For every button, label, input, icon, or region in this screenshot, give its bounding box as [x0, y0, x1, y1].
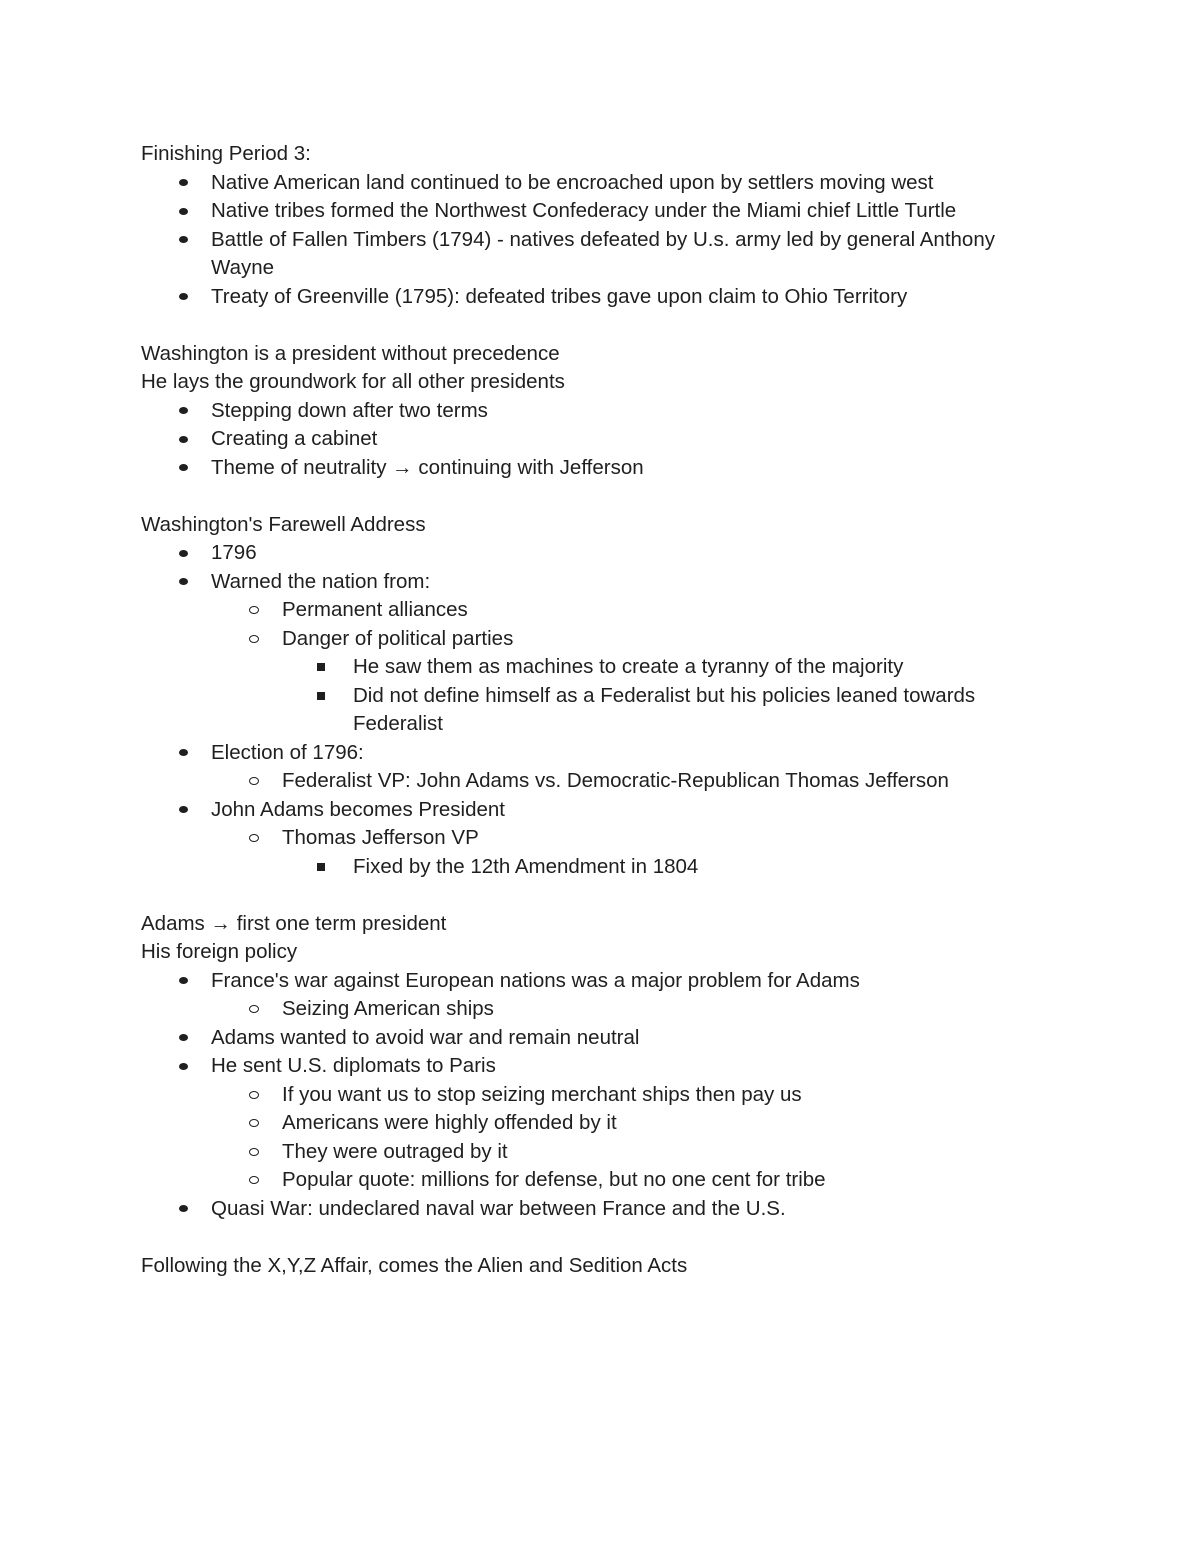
list-item [141, 1166, 1061, 1195]
list-item-text: Danger of political parties [282, 626, 514, 650]
list-item-text: Battle of Fallen Timbers (1794) - natives defeated by U.s. army led by general Anthony Wayne [211, 227, 995, 279]
list-item-text: Americans were highly offended by it [282, 1111, 617, 1134]
square-bullet-icon [317, 653, 325, 682]
list-item [141, 1024, 1061, 1053]
circle-bullet-icon [249, 596, 259, 625]
list-item [141, 824, 1061, 853]
circle-bullet-icon [249, 1138, 259, 1167]
bullet-list [141, 169, 1061, 312]
disc-bullet-icon [179, 967, 188, 996]
circle-bullet-icon [249, 1081, 259, 1110]
list-item [141, 197, 1061, 226]
list-item [141, 853, 1061, 882]
list-item-text: Election of 1796: [211, 740, 364, 764]
paragraph-gap [141, 881, 1061, 910]
circle-bullet-icon [249, 767, 259, 796]
list-item [141, 1195, 1061, 1224]
paragraph-line: Washington's Farewell Address [141, 512, 426, 536]
list-item-text: Native American land continued to be encroached upon by settlers moving west [211, 170, 934, 194]
disc-bullet-icon [179, 1024, 188, 1053]
list-item-text: Fixed by the 12th Amendment in 1804 [353, 854, 699, 878]
paragraph-line: Finishing Period 3: [141, 142, 311, 165]
circle-bullet-icon [249, 995, 259, 1024]
list-item [141, 682, 1061, 739]
list-item-text: Treaty of Greenville (1795): defeated tribes gave upon claim to Ohio Territory [211, 284, 908, 308]
list-item [141, 653, 1061, 682]
list-item [141, 539, 1061, 568]
paragraph-gap [141, 311, 1061, 340]
list-item-text: Did not define himself as a Federalist but his policies leaned towards Federalist [353, 683, 976, 735]
circle-bullet-icon [249, 1109, 259, 1138]
list-item-text: 1796 [211, 541, 257, 564]
square-bullet-icon [317, 853, 325, 882]
list-item [141, 169, 1061, 198]
paragraph-gap [141, 482, 1061, 511]
disc-bullet-icon [179, 169, 188, 198]
list-item-text: France's war against European nations was a major problem for Adams [211, 968, 860, 992]
disc-bullet-icon [179, 1052, 188, 1081]
paragraph-line: His foreign policy [141, 940, 298, 963]
list-item [141, 283, 1061, 312]
list-item-text: Adams wanted to avoid war and remain neutral [211, 1025, 640, 1049]
list-item-text: If you want us to stop seizing merchant ships then pay us [282, 1082, 802, 1106]
disc-bullet-icon [179, 739, 188, 768]
circle-bullet-icon [249, 625, 259, 654]
list-item [141, 995, 1061, 1024]
circle-bullet-icon [249, 824, 259, 853]
list-item [141, 596, 1061, 625]
list-item [141, 796, 1061, 825]
list-item-text: Popular quote: millions for defense, but no one cent for tribe [282, 1168, 826, 1191]
disc-bullet-icon [179, 1195, 188, 1224]
list-item-text: Theme of neutrality → continuing with Jefferson [211, 455, 644, 479]
list-item-text: Thomas Jefferson VP [282, 826, 479, 849]
paragraph-line: Following the X,Y,Z Affair, comes the Alien and Sedition Acts [141, 1253, 688, 1277]
disc-bullet-icon [179, 283, 188, 312]
list-item [141, 625, 1061, 654]
circle-bullet-icon [249, 1166, 259, 1195]
bullet-list [141, 397, 1061, 483]
list-item [141, 454, 1061, 483]
list-item [141, 1138, 1061, 1167]
disc-bullet-icon [179, 425, 188, 454]
bullet-list [141, 967, 1061, 1224]
document-body [141, 140, 1061, 1280]
list-item-text: Federalist VP: John Adams vs. Democratic-Republican Thomas Jefferson [282, 769, 949, 792]
list-item [141, 226, 1061, 283]
disc-bullet-icon [179, 197, 188, 226]
paragraph-line: Adams → first one term president [141, 911, 447, 935]
list-item-text: They were outraged by it [282, 1139, 508, 1163]
list-item [141, 568, 1061, 597]
paragraph-line: Washington is a president without precedence [141, 341, 560, 365]
paragraph-gap [141, 1223, 1061, 1252]
list-item-text: John Adams becomes President [211, 797, 505, 821]
square-bullet-icon [317, 682, 325, 711]
list-item-text: Quasi War: undeclared naval war between France and the U.S. [211, 1196, 786, 1220]
list-item [141, 1109, 1061, 1138]
list-item-text: Warned the nation from: [211, 569, 431, 593]
paragraph-line: He lays the groundwork for all other presidents [141, 370, 565, 393]
list-item-text: Native tribes formed the Northwest Confederacy under the Miami chief Little Turtle [211, 199, 957, 222]
list-item [141, 397, 1061, 426]
disc-bullet-icon [179, 226, 188, 255]
disc-bullet-icon [179, 796, 188, 825]
list-item [141, 739, 1061, 768]
list-item [141, 767, 1061, 796]
list-item-text: Stepping down after two terms [211, 398, 488, 422]
list-item [141, 967, 1061, 996]
list-item-text: He sent U.S. diplomats to Paris [211, 1054, 496, 1077]
list-item-text: Creating a cabinet [211, 427, 378, 450]
disc-bullet-icon [179, 539, 188, 568]
disc-bullet-icon [179, 568, 188, 597]
list-item [141, 425, 1061, 454]
disc-bullet-icon [179, 454, 188, 483]
list-item-text: Permanent alliances [282, 598, 468, 621]
list-item-text: Seizing American ships [282, 997, 494, 1020]
bullet-list [141, 539, 1061, 881]
disc-bullet-icon [179, 397, 188, 426]
list-item-text: He saw them as machines to create a tyranny of the majority [353, 655, 904, 678]
list-item [141, 1081, 1061, 1110]
list-item [141, 1052, 1061, 1081]
